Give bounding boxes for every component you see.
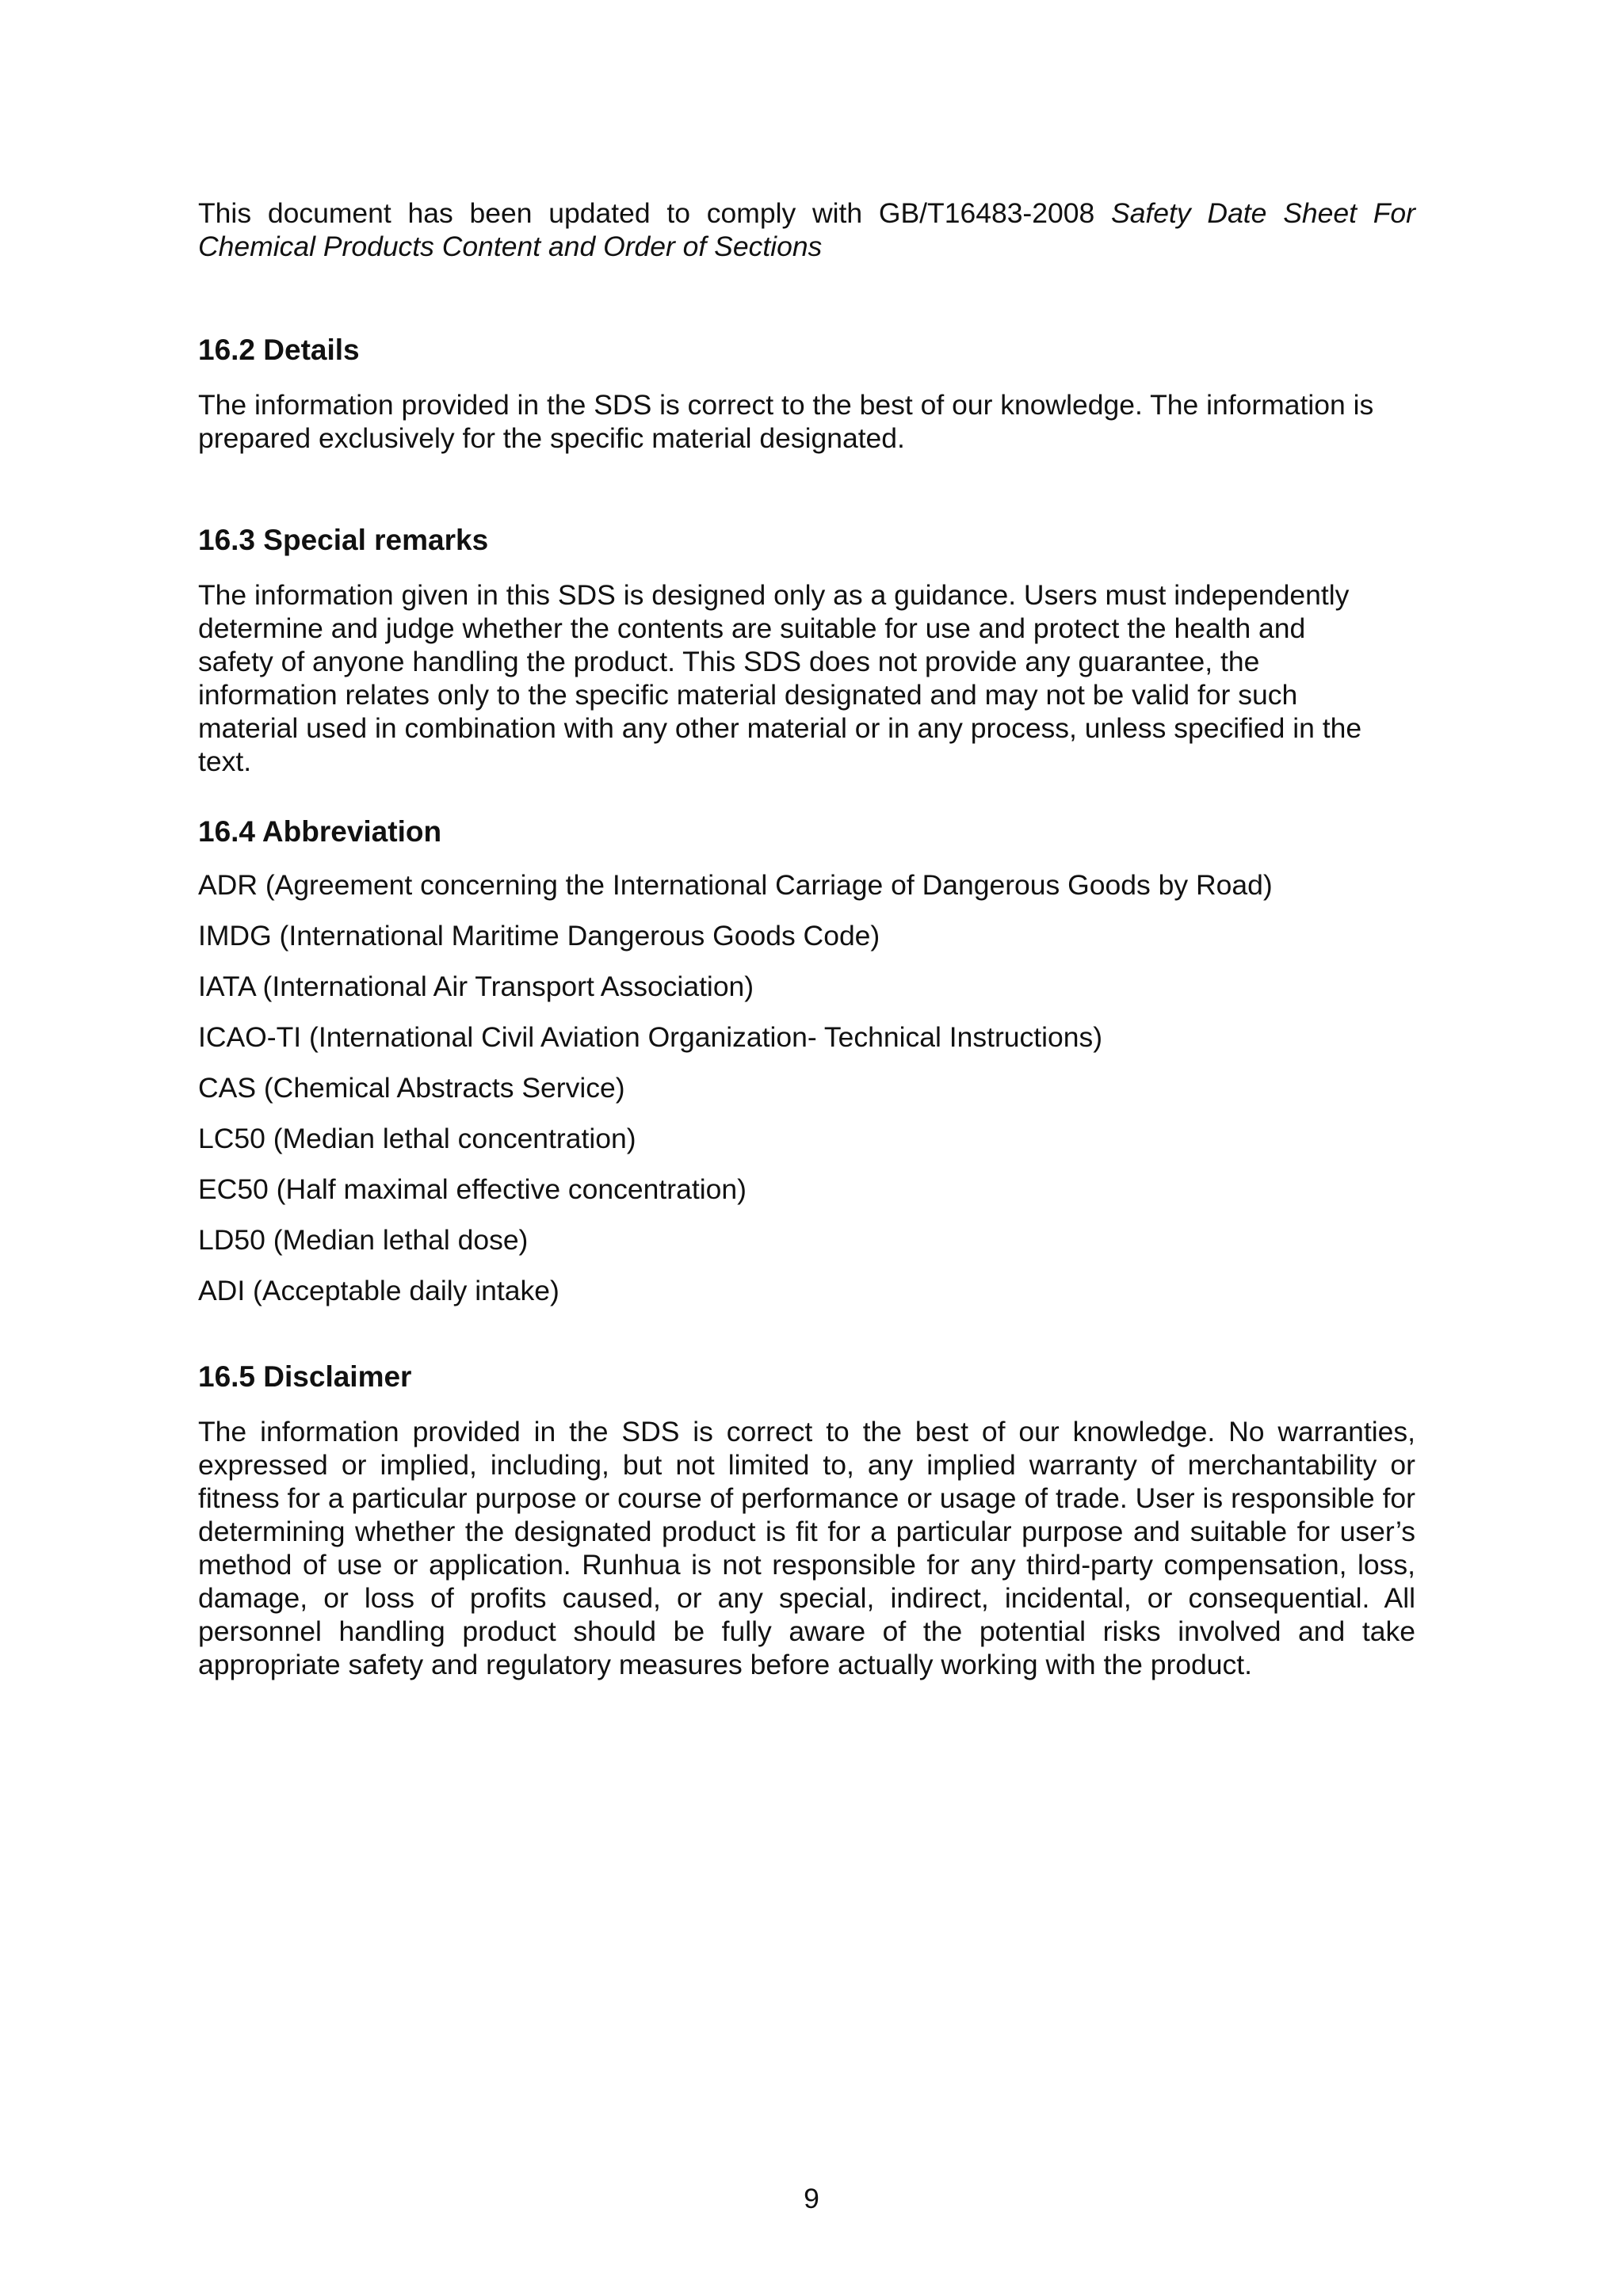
section-heading-special-remarks: 16.3 Special remarks [198, 524, 489, 556]
remarks-line: determine and judge whether the contents are suitable for use and protect the health and [198, 612, 1306, 644]
section-heading-abbreviation: 16.4 Abbreviation [198, 815, 442, 848]
section-heading-details: 16.2 Details [198, 334, 360, 366]
remarks-line: safety of anyone handling the product. This SDS does not provide any guarantee, the [198, 646, 1260, 677]
page-number: 9 [804, 2183, 819, 2214]
abbreviation-list [198, 868, 1415, 1307]
special-remarks-paragraph [198, 578, 1415, 778]
intro-paragraph [198, 196, 1415, 263]
intro-standard-title: Safety Date Sheet For Chemical Products Content and Order of Sections [198, 197, 1415, 262]
abbreviation-item: ADR (Agreement concerning the International Carriage of Dangerous Goods by Road) [198, 869, 1273, 901]
intro-text: This document has been updated to comply with GB/T16483-2008 [198, 197, 1112, 229]
abbreviation-item: ICAO-TI (International Civil Aviation Organization- Technical Instructions) [198, 1021, 1103, 1053]
abbreviation-item: EC50 (Half maximal effective concentration) [198, 1173, 747, 1205]
document-page [198, 196, 1415, 1681]
abbreviation-item: IMDG (International Maritime Dangerous Goods Code) [198, 920, 880, 952]
abbreviation-item: CAS (Chemical Abstracts Service) [198, 1072, 625, 1104]
disclaimer-paragraph: The information provided in the SDS is correct to the best of our knowledge. No warranties, expressed or implied, including, but not limited to, any implied warranty of merchantability or fitness for a particular purpose or course of performance or usage of trade. User is responsible for determining whether the designated product is fit for a particular purpose and suitable for user’s method of use or application. Runhua is not responsible for any third-party compensation, loss, damage, or loss of profits caused, or any special, indirect, incidental, or consequential. All personnel handling product should be fully aware of the potential risks involved and take appropriate safety and regulatory measures before actually working with the product. [198, 1416, 1415, 1680]
abbreviation-item: LC50 (Median lethal concentration) [198, 1123, 636, 1154]
remarks-line: information relates only to the specific material designated and may not be valid for such [198, 679, 1298, 711]
remarks-line: text. [198, 746, 252, 777]
remarks-line: material used in combination with any other material or in any process, unless specified in the [198, 712, 1362, 744]
abbreviation-item: LD50 (Median lethal dose) [198, 1224, 529, 1256]
abbreviation-item: ADI (Acceptable daily intake) [198, 1275, 559, 1306]
remarks-line: The information given in this SDS is designed only as a guidance. Users must independently [198, 579, 1350, 611]
abbreviation-item: IATA (International Air Transport Association) [198, 971, 754, 1002]
section-heading-disclaimer: 16.5 Disclaimer [198, 1360, 412, 1393]
details-paragraph: The information provided in the SDS is correct to the best of our knowledge. The information is prepared exclusively for the specific material designated. [198, 389, 1374, 454]
